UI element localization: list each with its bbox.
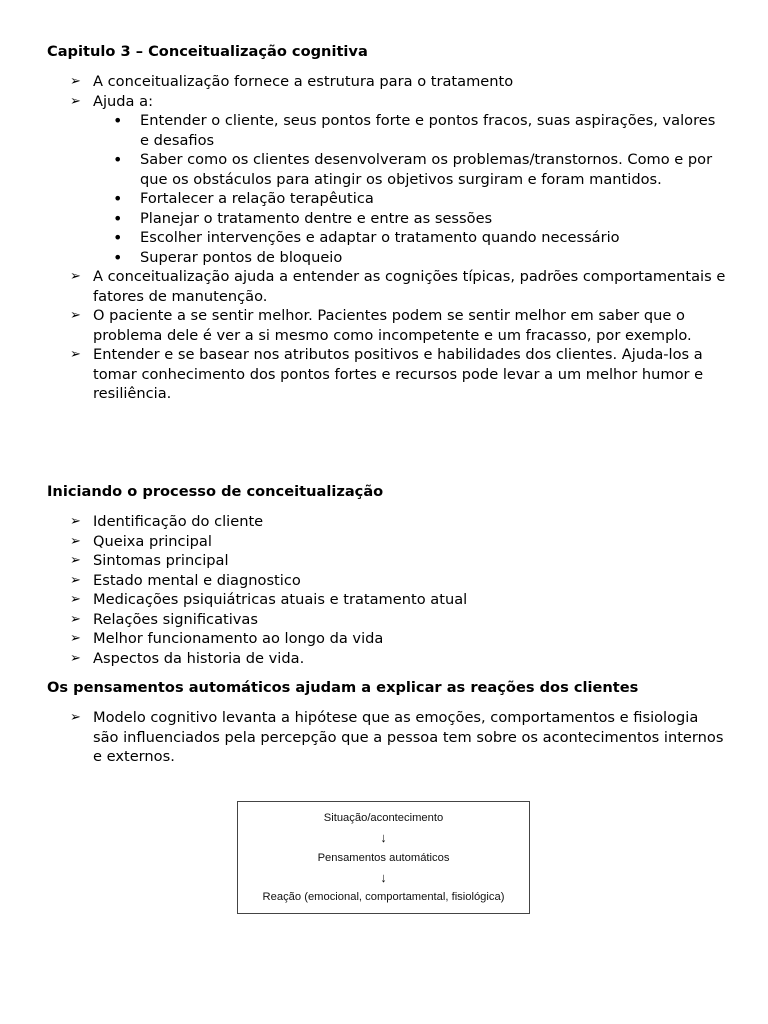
sublist-item-text: Saber como os clientes desenvolveram os problemas/transtornos. Como e por que os obstáculos para atingir os objetivos surgiram e foram mantidos. (140, 151, 713, 188)
list-item-text: Identificação do cliente (93, 513, 264, 530)
list-item (0, 708, 728, 767)
arrow-bullet-icon: ➢ (70, 631, 81, 646)
dot-bullet-icon: • (113, 150, 123, 169)
section-heading-capitulo-3: Capitulo 3 – Conceitualização cognitiva (47, 43, 368, 60)
diagram-step-pensamentos: Pensamentos automáticos (317, 852, 450, 864)
dot-bullet-icon: • (113, 208, 123, 228)
sublist-item-text: Planejar o tratamento dentre e entre as sessões (140, 209, 493, 227)
diagram-step-reacao: Reação (emocional, comportamental, fisiológica) (262, 891, 505, 903)
list-item (0, 610, 728, 630)
sublist (93, 111, 728, 267)
section-heading-pensamentos: Os pensamentos automáticos ajudam a explicar as reações dos clientes (47, 679, 639, 696)
arrow-bullet-icon: ➢ (70, 650, 81, 666)
list-item-text: Sintomas principal (93, 552, 229, 569)
list-item (0, 649, 728, 669)
list-item (0, 571, 728, 591)
arrow-bullet-icon: ➢ (70, 592, 81, 607)
down-arrow-icon: ↓ (380, 830, 387, 845)
arrow-bullet-icon: ➢ (70, 533, 81, 549)
sublist-item (0, 228, 720, 248)
list-item-text: Estado mental e diagnostico (93, 571, 301, 589)
list-item (0, 306, 728, 345)
sublist-item (0, 111, 720, 150)
arrow-bullet-icon: ➢ (70, 710, 81, 725)
cognitive-model-diagram (237, 801, 530, 914)
list-item-text: Ajuda a: (93, 92, 153, 110)
list-item (0, 590, 728, 610)
list-item (0, 629, 728, 649)
sublist-item (0, 209, 720, 229)
list-item-text: Entender e se basear nos atributos positivos e habilidades dos clientes. Ajuda-los a tomar conhecimento dos pontos fortes e recursos pode levar a um melhor humor e resiliência. (93, 346, 704, 402)
arrow-bullet-icon: ➢ (70, 572, 81, 588)
sublist-item (0, 189, 720, 209)
list-item (0, 345, 728, 404)
list-item (0, 72, 728, 92)
list-item-text: Medicações psiquiátricas atuais e tratamento atual (93, 591, 468, 608)
arrow-bullet-icon: ➢ (70, 74, 81, 89)
arrow-bullet-icon: ➢ (70, 553, 81, 568)
arrow-bullet-icon: ➢ (70, 269, 81, 284)
diagram-step-situacao: Situação/acontecimento (323, 812, 444, 824)
section1-list (0, 72, 768, 404)
arrow-bullet-icon: ➢ (70, 308, 81, 323)
list-item (0, 92, 728, 268)
dot-bullet-icon: • (113, 247, 123, 267)
sublist-item (0, 248, 720, 268)
section3-list (0, 708, 768, 767)
sublist-item-text: Entender o cliente, seus pontos forte e pontos fracos, suas aspirações, valores e desafios (140, 112, 716, 149)
list-item (0, 267, 728, 306)
list-item-text: Melhor funcionamento ao longo da vida (93, 630, 384, 647)
list-item (0, 512, 728, 532)
arrow-bullet-icon: ➢ (70, 514, 81, 529)
list-item-text: Aspectos da historia de vida. (93, 649, 305, 667)
list-item (0, 532, 728, 552)
list-item-text: Modelo cognitivo levanta a hipótese que as emoções, comportamentos e fisiologia são influenciados pela percepção que a pessoa tem sobre os acontecimentos internos e externos. (93, 709, 724, 765)
list-item (0, 551, 728, 571)
dot-bullet-icon: • (113, 228, 123, 247)
list-item-text: A conceitualização fornece a estrutura para o tratamento (93, 73, 514, 90)
sublist-item-text: Fortalecer a relação terapêutica (140, 190, 374, 207)
arrow-bullet-icon: ➢ (70, 93, 81, 109)
list-item-text: O paciente a se sentir melhor. Pacientes podem se sentir melhor em saber que o problema dele é ver a si mesmo como incompetente e um fracasso, por exemplo. (93, 307, 692, 344)
arrow-bullet-icon: ➢ (70, 347, 81, 362)
list-item-text: Relações significativas (93, 610, 258, 628)
dot-bullet-icon: • (113, 189, 123, 208)
section-heading-iniciando: Iniciando o processo de conceitualização (47, 483, 384, 500)
list-item-text: A conceitualização ajuda a entender as cognições típicas, padrões comportamentais e fatores de manutenção. (93, 268, 726, 305)
sublist-item-text: Superar pontos de bloqueio (140, 248, 343, 266)
dot-bullet-icon: • (113, 111, 123, 130)
section2-list (0, 512, 768, 668)
sublist-item-text: Escolher intervenções e adaptar o tratamento quando necessário (140, 229, 620, 246)
down-arrow-icon: ↓ (380, 870, 387, 885)
sublist-item (0, 150, 720, 189)
list-item-text: Queixa principal (93, 532, 212, 550)
arrow-bullet-icon: ➢ (70, 611, 81, 627)
